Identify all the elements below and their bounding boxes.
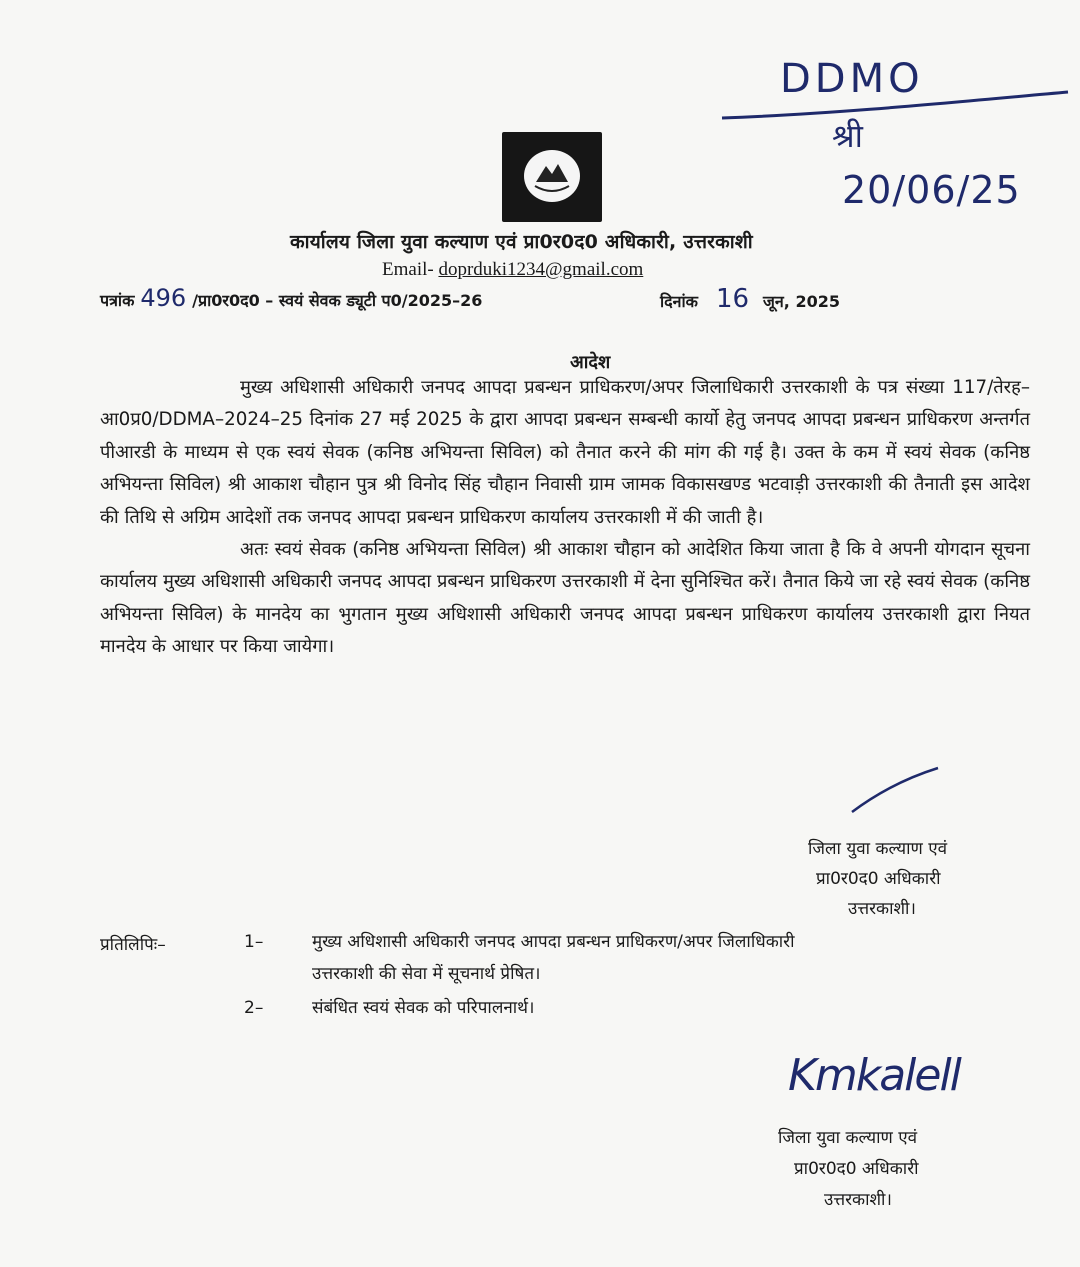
- office-title: कार्यालय जिला युवा कल्याण एवं प्रा0र0द0 अधिकारी, उत्तरकाशी: [290, 231, 753, 253]
- order-paragraph-1: मुख्य अधिशासी अधिकारी जनपद आपदा प्रबन्धन प्राधिकरण/अपर जिलाधिकारी उत्तरकाशी के पत्र संख्या 117/तेरह–आ0प्र0/DDMA–2024–25 दिनांक 27 मई 2025 के द्वारा आपदा प्रबन्धन सम्बन्धी कार्यो हेतु जनपद आपदा प्रबन्धन प्राधिकरण अन्तर्गत पीआरडी के माध्यम से एक स्वयं सेवक (कनिष्ठ अभियन्ता सिविल) को तैनात करने की मांग की गई है। उक्त के कम में स्वयं सेवक (कनिष्ठ अभियन्ता सिविल) श्री आकाश चौहान पुत्र श्री विनोद सिंह चौहान निवासी ग्राम जामक विकासखण्ड भटवाड़ी उत्तरकाशी की तैनाती इस आदेश की तिथि से अग्रिम आदेशों तक जनपद आपदा प्रबन्धन प्राधिकरण कार्यालय उत्तरकाशी में की जाती है।: [100, 377, 1030, 528]
- stamp-underline: [716, 84, 1076, 124]
- stamp-date: 20/06/25: [842, 168, 1021, 212]
- emblem-icon: [532, 156, 572, 194]
- office-email: [382, 259, 643, 281]
- handwritten-signature: Kmkalell: [788, 1050, 960, 1101]
- stamp-initials: श्री: [832, 117, 863, 155]
- copy-item-2-number: 2–: [244, 998, 264, 1018]
- copy-item-1: [312, 926, 1032, 990]
- date-month-year: जून, 2025: [763, 292, 840, 311]
- signatory2-title-line2: प्रा0र0द0 अधिकारी: [794, 1159, 919, 1179]
- signature-block-2: [778, 1123, 919, 1216]
- signatory-place: उत्तरकाशी।: [848, 899, 916, 919]
- signatory-title-line1: जिला युवा कल्याण एवं: [808, 839, 948, 859]
- letter-date: [660, 284, 840, 314]
- signatory2-title-line1: जिला युवा कल्याण एवं: [778, 1128, 918, 1148]
- copy-to-label: प्रतिलिपिः–: [100, 935, 166, 955]
- order-body: [100, 372, 1030, 664]
- email-address[interactable]: doprduki1234@gmail.com: [438, 259, 644, 280]
- order-paragraph-2: अतः स्वयं सेवक (कनिष्ठ अभियन्ता सिविल) श्री आकाश चौहान को आदेशित किया जाता है कि वे अपनी योगदान सूचना कार्यालय मुख्य अधिशासी अधिकारी जनपद आपदा प्रबन्धन प्राधिकरण उत्तरकाशी में देना सुनिश्चित करें। तैनात किये जा रहे स्वयं सेवक (कनिष्ठ अभियन्ता सिविल) के मानदेय का भुगतान मुख्य अधिशासी अधिकारी जनपद आपदा प्रबन्धन प्राधिकरण कार्यालय उत्तरकाशी द्वारा नियत मानदेय के आधार पर किया जायेगा।: [100, 539, 1030, 658]
- signatory2-place: उत्तरकाशी।: [824, 1190, 892, 1210]
- copy-item-2: संबंधित स्वयं सेवक को परिपालनार्थ।: [312, 998, 535, 1018]
- receipt-stamp-ddmo: DDMO: [780, 56, 924, 102]
- signatory-title-line2: प्रा0र0द0 अधिकारी: [816, 869, 941, 889]
- copy-item-1-number: 1–: [244, 932, 264, 952]
- ref-number: 496: [140, 284, 187, 312]
- signature-stroke-1: [846, 764, 946, 818]
- uttarakhand-emblem-logo: [502, 132, 602, 222]
- signature-block-1: [808, 834, 947, 924]
- ref-suffix: /प्रा0र0द0 – स्वयं सेवक ड्यूटी प0/2025–26: [192, 291, 483, 310]
- date-day: 16: [715, 284, 750, 314]
- ref-prefix: पत्रांक: [100, 291, 135, 310]
- email-label: Email-: [382, 259, 434, 280]
- copy-item-1-line2: उत्तरकाशी की सेवा में सूचनार्थ प्रेषित।: [312, 964, 541, 984]
- copy-item-1-line1: मुख्य अधिशासी अधिकारी जनपद आपदा प्रबन्धन प्राधिकरण/अपर जिलाधिकारी: [312, 932, 795, 952]
- date-label: दिनांक: [660, 292, 698, 311]
- order-heading: आदेश: [570, 352, 611, 373]
- letter-reference: [100, 284, 482, 312]
